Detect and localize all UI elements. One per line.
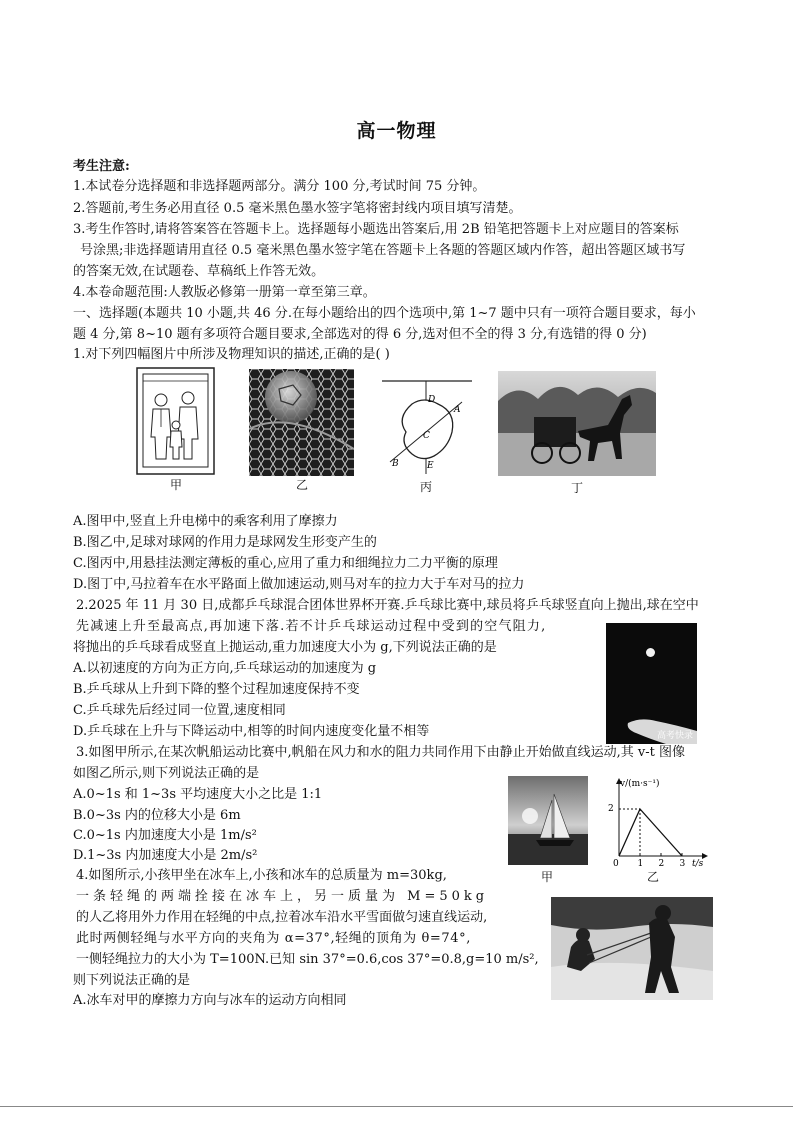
- q2-option-c: C.乒乓球先后经过同一位置,速度相同: [73, 703, 286, 718]
- velocity-series-line: [619, 809, 682, 856]
- y-tick-label: 2: [608, 804, 614, 814]
- question-1-stem: 1.对下列四幅图片中所涉及物理知识的描述,正确的是( ): [73, 347, 390, 362]
- q1-option-a: A.图甲中,竖直上升电梯中的乘客利用了摩擦力: [73, 514, 338, 529]
- notice-line: 4.本卷命题范围:人教版必修第一册第一章至第三章。: [73, 285, 376, 300]
- label-e: E: [427, 461, 434, 471]
- q3-option-c: C.0~1s 内加速度大小是 1m/s²: [73, 828, 257, 843]
- notice-line: 的答案无效,在试题卷、草稿纸上作答无效。: [73, 264, 325, 279]
- x-axis-label: t/s: [692, 859, 704, 868]
- q2-option-b: B.乒乓球从上升到下降的整个过程加速度保持不变: [73, 682, 360, 697]
- footer-rule: [0, 1106, 793, 1107]
- label-a: A: [454, 405, 461, 415]
- football-net-photo: [249, 369, 354, 476]
- q3-caption-yi: 乙: [646, 870, 659, 884]
- figure-caption-ding: 丁: [570, 481, 583, 495]
- q4-stem: 的人乙将用外力作用在轻绳的中点,拉着冰车沿水平雪面做匀速直线运动,: [76, 910, 488, 925]
- q2-stem: 2.2025 年 11 月 30 日,成都乒乓球混合团体世界杯开赛.乒乓球比赛中,球员将乒乓球竖直向上抛出,球在空中: [76, 598, 699, 613]
- section-heading: 一、选择题(本题共 10 小题,共 46 分.在每小题给出的四个选项中,第 1~7 题中只有一项符合题目要求，每小: [73, 306, 696, 321]
- horse-carriage-photo: [498, 371, 656, 476]
- notice-line: 号涂黑;非选择题请用直径 0.5 毫米黑色墨水签字笔在答题卡上各题的答题区域内作答，超出答题区域书写: [80, 243, 686, 258]
- suspended-plate-diagram: [382, 374, 472, 478]
- x-tick-label: 1: [637, 859, 644, 868]
- ice-sled-photo: [551, 897, 713, 1000]
- q3-option-d: D.1~3s 内加速度大小是 2m/s²: [73, 848, 258, 863]
- q4-stem: 此时两侧轻绳与水平方向的夹角为 α=37°,轻绳的顶角为 θ=74°,: [76, 931, 472, 946]
- label-b: B: [392, 459, 399, 469]
- q2-stem: 先减速上升至最高点,再加速下落.若不计乒乓球运动过程中受到的空气阻力,: [76, 619, 547, 634]
- q1-option-d: D.图丁中,马拉着车在水平路面上做加速运动,则马对车的拉力大于车对马的拉力: [73, 577, 525, 592]
- pingpong-photo: [606, 623, 697, 744]
- q3-stem: 3.如图甲所示,在某次帆船运动比赛中,帆船在风力和水的阻力共同作用下由静止开始做直线运动,其 v-t 图像: [76, 745, 686, 760]
- elevator-figure: [136, 367, 215, 475]
- x-tick-label: 3: [679, 859, 686, 868]
- y-axis-label: v/(m·s⁻¹): [620, 779, 660, 789]
- label-c: C: [423, 431, 430, 441]
- q3-option-b: B.0~3s 内的位移大小是 6m: [73, 808, 241, 823]
- q4-option-a: A.冰车对甲的摩擦力方向与冰车的运动方向相同: [73, 993, 347, 1008]
- q4-stem: 4.如图所示,小孩甲坐在冰车上,小孩和冰车的总质量为 m=30kg,: [76, 868, 447, 883]
- notice-line: 3.考生作答时,请将答案答在答题卡上。选择题每小题选出答案后,用 2B 铅笔把答题卡上对应题目的答案标: [73, 222, 679, 237]
- label-d: D: [428, 395, 436, 405]
- q2-option-a: A.以初速度的方向为正方向,乒乓球运动的加速度为 g: [73, 661, 377, 676]
- notice-heading: 考生注意:: [73, 159, 130, 174]
- q4-stem: 则下列说法正确的是: [73, 973, 191, 988]
- page-title: 高一物理: [356, 120, 437, 142]
- notice-line: 1.本试卷分选择题和非选择题两部分。满分 100 分,考试时间 75 分钟。: [73, 179, 486, 194]
- figure-caption-bing: 丙: [419, 480, 432, 494]
- figure-caption-yi: 乙: [295, 478, 308, 492]
- section-heading: 题 4 分,第 8~10 题有多项符合题目要求,全部选对的得 6 分,选对但不全的得 3 分,有选错的得 0 分): [73, 327, 647, 342]
- sailboat-photo: [508, 776, 588, 865]
- x-tick-label: 0: [613, 859, 619, 868]
- x-tick-label: 2: [658, 859, 665, 868]
- q3-stem: 如图乙所示,则下列说法正确的是: [73, 766, 260, 781]
- q1-option-c: C.图丙中,用悬挂法测定薄板的重心,应用了重力和细绳拉力二力平衡的原理: [73, 556, 498, 571]
- vt-graph: [604, 774, 712, 868]
- photo-watermark: 高考快录: [656, 731, 693, 741]
- notice-line: 2.答题前,考生务必用直径 0.5 毫米黑色墨水签字笔将密封线内项目填写清楚。: [73, 201, 522, 216]
- q3-caption-jia: 甲: [540, 870, 553, 884]
- q4-stem: 一侧轻绳拉力的大小为 T=100N.已知 sin 37°=0.6,cos 37°=0.8,g=10 m/s²,: [76, 952, 539, 967]
- q1-option-b: B.图乙中,足球对球网的作用力是球网发生形变产生的: [73, 535, 377, 550]
- q2-option-d: D.乒乓球在上升与下降运动中,相等的时间内速度变化量不相等: [73, 724, 430, 739]
- q2-stem: 将抛出的乒乓球看成竖直上抛运动,重力加速度大小为 g,下列说法正确的是: [73, 640, 497, 655]
- ball-shape: [646, 648, 655, 657]
- q4-stem: 一条轻绳的两端拴接在冰车上，另一质量为 M=50kg: [76, 889, 489, 904]
- figure-caption-jia: 甲: [169, 478, 182, 492]
- q3-option-a: A.0~1s 和 1~3s 平均速度大小之比是 1:1: [73, 787, 323, 802]
